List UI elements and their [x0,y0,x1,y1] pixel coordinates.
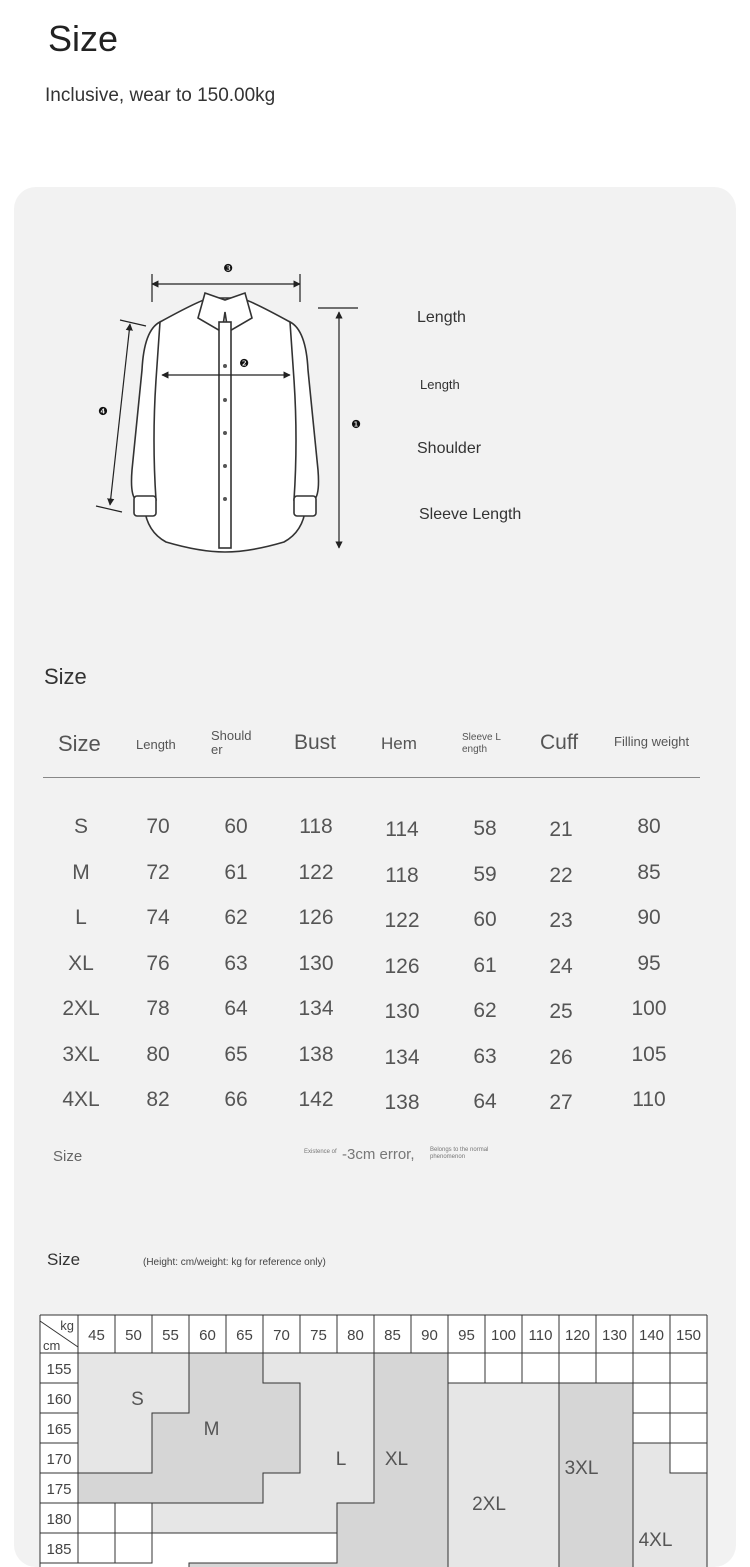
table-cell: 62 [473,999,497,1022]
grid-cell [633,1353,670,1383]
marker-2: ❷ [239,358,249,370]
size-row-label: 3XL [62,1043,100,1066]
shirt-measurement-diagram [90,255,380,565]
weight-header: 90 [421,1327,438,1344]
size-region-label: L [335,1449,347,1470]
reference-note: (Height: cm/weight: kg for reference only) [143,1257,326,1268]
table-cell: 64 [224,997,248,1020]
table-cell: 61 [473,954,497,977]
grid-cell [559,1353,596,1383]
height-header: 165 [46,1421,72,1438]
table-cell: 95 [637,952,661,975]
table-cell: 62 [224,906,248,929]
size-table-title: Size [44,664,87,689]
grid-cell [78,1503,115,1533]
weight-header: 65 [236,1327,253,1344]
header-filling-weight: Filling weight [614,734,690,749]
grid-cell [596,1353,633,1383]
weight-header: 45 [88,1327,105,1344]
measurement-label-3: Shoulder [417,440,482,457]
table-cell: 142 [298,1088,334,1111]
grid-cell [670,1353,707,1383]
header-cuff: Cuff [540,731,579,754]
error-note-label: Size [53,1148,83,1165]
height-header: 175 [46,1481,72,1498]
table-cell: 138 [384,1091,420,1114]
header-sleeve-length: Sleeve L ength [462,732,501,755]
marker-3: ❸ [223,263,233,275]
error-note-main: -3cm error, [342,1146,415,1163]
table-cell: 110 [632,1088,666,1111]
size-region-label: 4XL [638,1530,673,1551]
size-row-label: S [73,815,88,838]
weight-header: 150 [675,1327,702,1344]
header-size: Size [58,731,101,756]
table-cell: 61 [224,861,248,884]
measurement-label-4: Sleeve Length [419,506,522,523]
height-header: 180 [46,1511,72,1528]
table-cell: 65 [224,1043,248,1066]
height-header: 185 [46,1541,72,1558]
size-region-label: 3XL [564,1458,599,1479]
table-cell: 74 [146,906,170,929]
size-region-label: XL [384,1449,409,1470]
weight-header: 120 [564,1327,591,1344]
header-bust: Bust [294,731,337,754]
reference-title: Size [47,1250,81,1269]
measurement-label-1: Length [417,309,466,326]
table-cell: 64 [473,1090,497,1113]
error-note-prefix: Existence of [304,1149,337,1155]
table-cell: 23 [549,909,573,932]
corner-height-label: cm [43,1338,61,1353]
table-cell: 70 [146,815,170,838]
height-header: 170 [46,1451,72,1468]
weight-header: 50 [125,1327,142,1344]
table-cell: 105 [631,1043,667,1066]
size-region-label: S [131,1389,144,1410]
table-cell: 122 [298,861,334,884]
header-length: Length [136,737,176,752]
size-row-label: XL [68,952,94,975]
weight-header: 95 [458,1327,475,1344]
measurement-label-2: Length [420,377,460,392]
table-cell: 60 [224,815,248,838]
table-cell: 126 [384,955,420,978]
size-row-label: 4XL [62,1088,100,1111]
table-cell: 85 [637,861,661,884]
table-cell: 80 [637,815,661,838]
weight-capacity-text: Inclusive, wear to 150.00kg [45,85,276,106]
table-cell: 90 [637,906,661,929]
table-cell: 130 [298,952,334,975]
weight-header: 75 [310,1327,327,1344]
weight-header: 60 [199,1327,216,1344]
grid-cell [670,1413,707,1443]
table-cell: 82 [146,1088,170,1111]
grid-cell [448,1353,485,1383]
size-region-label: M [203,1419,220,1440]
table-cell: 138 [298,1043,334,1066]
table-cell: 72 [146,861,170,884]
header-shoulder: Should er [211,728,252,757]
table-cell: 63 [473,1045,497,1068]
table-cell: 80 [146,1043,170,1066]
region-2xl [448,1383,559,1567]
weight-header: 80 [347,1327,364,1344]
size-row-label: L [75,906,87,929]
table-cell: 21 [549,818,573,841]
table-cell: 114 [385,818,419,841]
grid-cell [115,1533,152,1563]
table-cell: 122 [384,909,420,932]
grid-cell [78,1533,115,1563]
table-cell: 58 [473,817,497,840]
table-cell: 118 [299,815,333,838]
marker-4: ❹ [98,406,108,418]
marker-1: ❶ [351,419,361,431]
page-title: Size [48,18,119,59]
header-divider [43,777,700,778]
table-cell: 76 [146,952,170,975]
grid-cell [522,1353,559,1383]
table-cell: 66 [224,1088,248,1111]
weight-header: 140 [638,1327,665,1344]
grid-cell [115,1503,152,1533]
table-cell: 126 [298,906,334,929]
grid-cell [633,1383,670,1413]
corner-weight-label: kg [60,1318,74,1333]
error-note-suffix: Belongs to the normal phenomenon [430,1147,489,1160]
grid-cell [485,1353,522,1383]
table-cell: 26 [549,1046,573,1069]
size-row-label: M [72,861,90,884]
weight-header: 55 [162,1327,179,1344]
table-cell: 63 [224,952,248,975]
table-cell: 25 [549,1000,573,1023]
size-row-label: 2XL [62,997,100,1020]
table-cell: 134 [384,1046,420,1069]
table-cell: 59 [473,863,497,886]
weight-header: 70 [273,1327,290,1344]
table-cell: 22 [549,864,573,887]
grid-cell [670,1383,707,1413]
height-header: 160 [46,1391,72,1408]
table-cell: 24 [549,955,573,978]
table-cell: 100 [631,997,667,1020]
table-cell: 78 [146,997,170,1020]
table-cell: 60 [473,908,497,931]
weight-header: 85 [384,1327,401,1344]
table-cell: 118 [385,864,419,887]
size-reference-grid [40,1315,710,1558]
size-region-label: 2XL [472,1494,506,1515]
table-cell: 130 [384,1000,420,1023]
table-cell: 27 [549,1091,573,1114]
table-cell: 134 [298,997,334,1020]
header-hem: Hem [381,734,417,753]
weight-header: 100 [490,1327,517,1344]
weight-header: 130 [601,1327,628,1344]
weight-header: 110 [528,1327,553,1344]
height-header: 155 [46,1361,72,1378]
